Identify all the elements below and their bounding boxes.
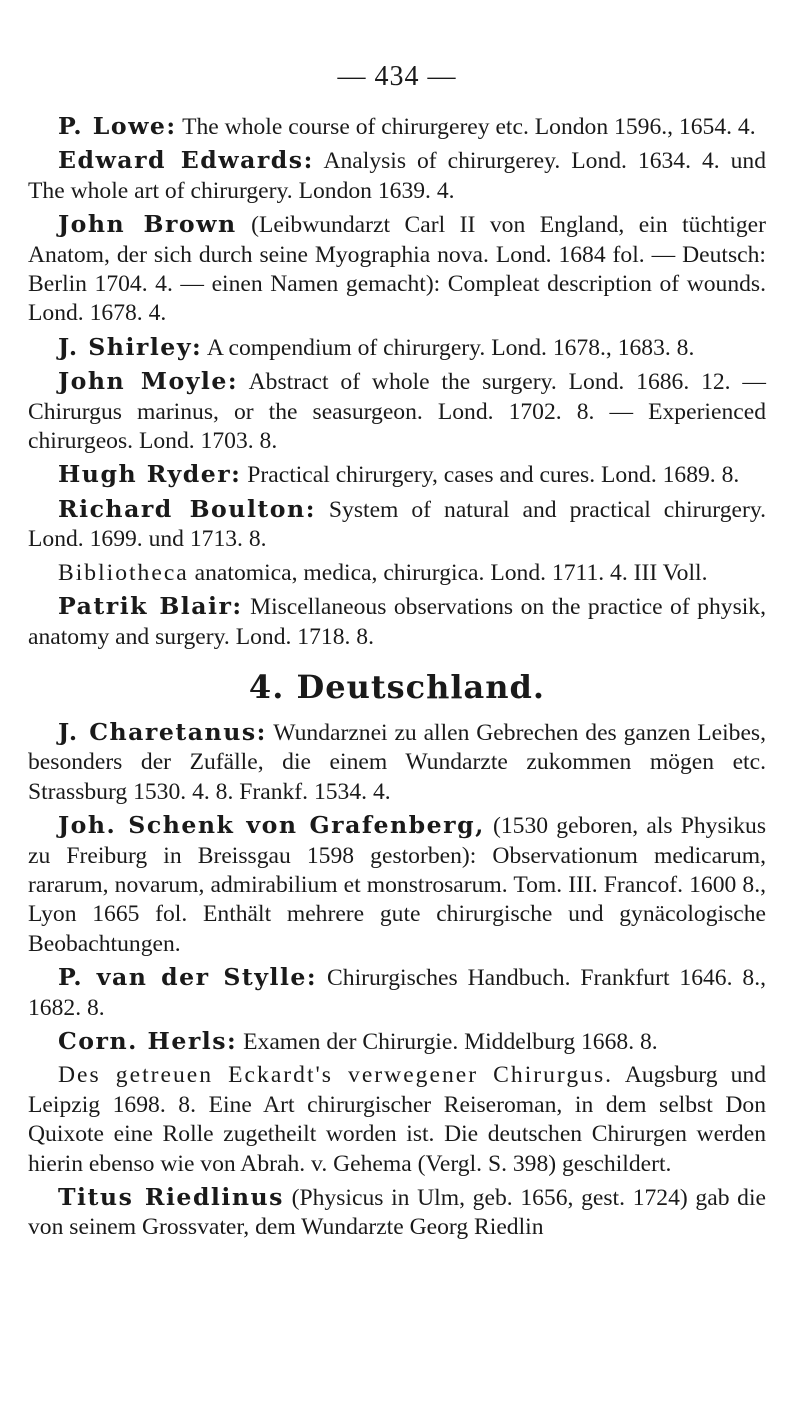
entry-author: J. Charetanus: xyxy=(58,717,267,746)
entry-author: Edward Edwards: xyxy=(58,146,314,175)
entry-author: Patrik Blair: xyxy=(58,592,243,621)
entry-text: anatomica, medica, chirurgica. Lond. 1711. 4. III Voll. xyxy=(188,559,708,586)
bibliography-entry xyxy=(28,718,766,807)
entry-author: Titus Riedlinus xyxy=(58,1183,284,1211)
entry-text: A compendium of chirurgery. Lond. 1678., 1683. 8. xyxy=(202,334,695,361)
bibliography-entry xyxy=(28,1183,766,1243)
entry-text: Abstract of whole the surgery. Lond. 1686. 12. — Chirurgus marinus, or the seasurgeon. Lond. 1702. 8. — Experienced chirurgeos. Lond. 1703. 8. xyxy=(28,369,766,455)
entry-text: Augsburg und Leipzig 1698. 8. Eine Art chirurgischer Reiseroman, in dem selbst Don Quixote eine Rolle zugetheilt worden ist. Die deutschen Chirurgen werden hierin ebenso wie von Abrah. v. Gehema (Vergl. S. 398) geschildert. xyxy=(28,1062,766,1177)
entry-text: The whole course of chirurgerey etc. London 1596., 1654. 4. xyxy=(176,114,756,140)
bibliography-entry xyxy=(28,367,766,456)
bibliography-entry xyxy=(28,495,766,555)
entry-author: P. van der Stylle: xyxy=(58,963,318,992)
page-number: — 434 — xyxy=(337,61,457,92)
english-entries xyxy=(28,112,766,652)
entry-author: Hugh Ryder: xyxy=(58,460,242,489)
entry-author: John Brown xyxy=(58,210,237,239)
entry-text: System of natural and practical chirurgery. Lond. 1699. und 1713. 8. xyxy=(28,496,766,553)
bibliography-entry xyxy=(28,811,766,959)
bibliography-entry xyxy=(28,559,766,588)
entry-text: (Leibwundarzt Carl II von England, ein tüchtiger Anatom, der sich durch seine Myographia nova. Lond. 1684 fol. — Deutsch: Berlin 1704. 4. — einen Namen gemacht): Compleat description of wounds. Lond. 1678. 4. xyxy=(28,212,766,327)
bibliography-entry xyxy=(28,963,766,1023)
entry-text: Practical chirurgery, cases and cures. Lond. 1689. 8. xyxy=(241,462,740,489)
bibliography-entry xyxy=(28,592,766,652)
bibliography-entry xyxy=(28,210,766,329)
entry-author: Bibliotheca xyxy=(58,559,189,586)
entry-text: Miscellaneous observations on the practice of physik, anatomy and surgery. Lond. 1718. 8. xyxy=(28,594,766,650)
entry-text: Analysis of chirurgerey. Lond. 1634. 4. und The whole art of chirurgery. London 1639. 4. xyxy=(28,148,766,204)
bibliography-entry xyxy=(28,1027,766,1057)
entry-text: (1530 geboren, als Physikus zu Freiburg in Breissgau 1598 gestorben): Observationum medicarum, rararum, novarum, admirabilium et monstrosarum. Tom. III. Francof. 1600 8., Lyon 1665 fol. Enthält mehrere gute chirurgische und gynäcologische Beobachtungen. xyxy=(28,813,766,957)
entry-author: Joh. Schenk von Grafenberg, xyxy=(58,811,485,840)
bibliography-entry xyxy=(28,112,766,142)
entry-text: Examen der Chirurgie. Middelburg 1668. 8. xyxy=(237,1028,658,1055)
entry-author: Corn. Herls: xyxy=(58,1026,238,1055)
bibliography-entry xyxy=(28,146,766,206)
german-entries xyxy=(28,718,766,1243)
entry-text: Wundarznei zu allen Gebrechen des ganzen Leibes, besonders der Zufälle, die einem Wundarzte zukommen mögen etc. Strassburg 1530. 4. 8. Frankf. 1534. 4. xyxy=(28,719,767,805)
bibliography-entry xyxy=(28,1061,766,1179)
entry-author: P. Lowe: xyxy=(58,112,177,140)
entry-author: Richard Boulton: xyxy=(58,494,316,523)
bibliography-entry xyxy=(28,333,766,363)
entry-author: Des getreuen Eckardt's verwegener Chirurgus. xyxy=(58,1062,614,1089)
entry-author: John Moyle: xyxy=(58,367,239,396)
entry-author: J. Shirley: xyxy=(58,332,203,361)
entry-text: Chirurgisches Handbuch. Frankfurt 1646. 8., 1682. 8. xyxy=(28,965,767,1021)
entry-text: (Physicus in Ulm, geb. 1656, gest. 1724) gab die von seinem Grossvater, dem Wundarzte Georg Riedlin xyxy=(28,1185,767,1241)
section-heading: 4. Deutschland. xyxy=(248,667,546,706)
bibliography-entry xyxy=(28,460,766,490)
